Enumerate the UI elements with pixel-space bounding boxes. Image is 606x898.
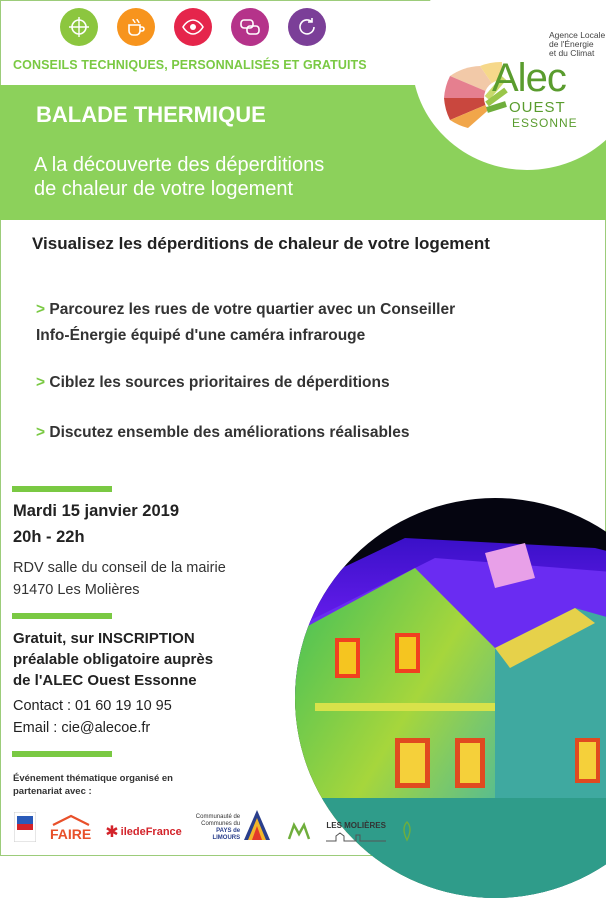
- faire-logo: [50, 814, 91, 842]
- headline: Visualisez les déperditions de chaleur de votre logement: [32, 234, 490, 253]
- bullet-text: Parcourez les rues de votre quartier avec un Conseiller: [49, 301, 456, 318]
- bullet-item-1: [36, 297, 556, 349]
- idf-label: iledeFrance: [120, 826, 182, 838]
- bullet-item-2: [36, 370, 556, 396]
- logo-region-2: ESSONNE: [512, 116, 578, 130]
- partner-logos: [14, 808, 414, 842]
- inscription-line-3: de l'ALEC Ouest Essonne: [13, 672, 197, 689]
- logo-line-2: de l'Énergie: [549, 39, 594, 49]
- essonne-department-logo-icon: [14, 812, 36, 842]
- bullet-text: Discutez ensemble des améliorations réalisables: [49, 424, 410, 441]
- inscription-line-1: Gratuit, sur INSCRIPTION: [13, 630, 195, 647]
- contact-info: [13, 695, 172, 739]
- molieres-logo: [326, 821, 386, 842]
- subtitle-line-1: A la découverte des déperditions: [34, 154, 325, 176]
- speech-bubbles-icon: [231, 8, 269, 46]
- place-line-1: RDV salle du conseil de la mairie: [13, 560, 226, 576]
- partnership-line-2: partenariat avec :: [13, 786, 92, 797]
- cc-pays-limours-logo: [196, 808, 272, 842]
- eye-icon: [174, 8, 212, 46]
- cc-line-1: Communauté de: [195, 814, 241, 820]
- contact-email[interactable]: Email : cie@alecoe.fr: [13, 720, 151, 736]
- roof-icon: [51, 814, 91, 826]
- inscription-line-2: préalable obligatoire auprès: [13, 651, 214, 668]
- logo-agency-text: [549, 31, 605, 58]
- logo-region-1: OUEST: [509, 99, 566, 116]
- page-subtitle: [34, 153, 414, 201]
- star-icon: ✱: [105, 824, 119, 841]
- bullet-arrow: >: [36, 301, 46, 318]
- divider-line: [12, 751, 112, 757]
- tagline: CONSEILS TECHNIQUES, PERSONNALISÉS ET GRATUITS: [13, 58, 367, 72]
- page-title: BALADE THERMIQUE: [36, 102, 266, 127]
- logo-line-3: et du Climat: [549, 48, 595, 58]
- cc-line-4: LIMOURS: [212, 835, 241, 841]
- bullet-item-3: [36, 420, 556, 446]
- cc-line-2: Communes du: [201, 821, 241, 827]
- village-skyline-icon: [326, 830, 386, 842]
- inscription-info: [13, 628, 213, 691]
- logo-line-1: Agence Locale: [549, 30, 606, 40]
- bullet-arrow: >: [36, 374, 46, 391]
- event-time: 20h - 22h: [13, 528, 85, 546]
- bullet-text: Ciblez les sources prioritaires de déperditions: [49, 374, 390, 391]
- partnership-line-1: Événement thématique organisé en: [13, 773, 173, 784]
- subtitle-line-2: de chaleur de votre logement: [34, 178, 294, 200]
- bullet-arrow: >: [36, 424, 46, 441]
- refresh-cycle-icon: [288, 8, 326, 46]
- idf-logo: [105, 822, 182, 842]
- partnership-text: [13, 772, 213, 798]
- theme-icons-row: [60, 8, 326, 46]
- molieres-label: LES MOLIÈRES: [326, 821, 386, 830]
- target-leaf-icon: [60, 8, 98, 46]
- leaf-m-logo-icon: [286, 820, 312, 842]
- faire-label: FAIRE: [50, 826, 92, 842]
- small-emblem-icon: [400, 820, 414, 842]
- cc-line-3: PAYS de: [216, 828, 241, 834]
- logo-name: Alec: [492, 56, 566, 100]
- event-place: [13, 557, 226, 601]
- triangle-logo-icon: [242, 808, 272, 842]
- divider-line: [12, 613, 112, 619]
- coffee-cup-icon: [117, 8, 155, 46]
- place-line-2: 91470 Les Molières: [13, 582, 140, 598]
- divider-line: [12, 486, 112, 492]
- contact-phone: Contact : 01 60 19 10 95: [13, 698, 172, 714]
- event-date: Mardi 15 janvier 2019: [13, 502, 180, 520]
- bullet-text-2: Info-Énergie équipé d'une caméra infrarouge: [36, 327, 366, 344]
